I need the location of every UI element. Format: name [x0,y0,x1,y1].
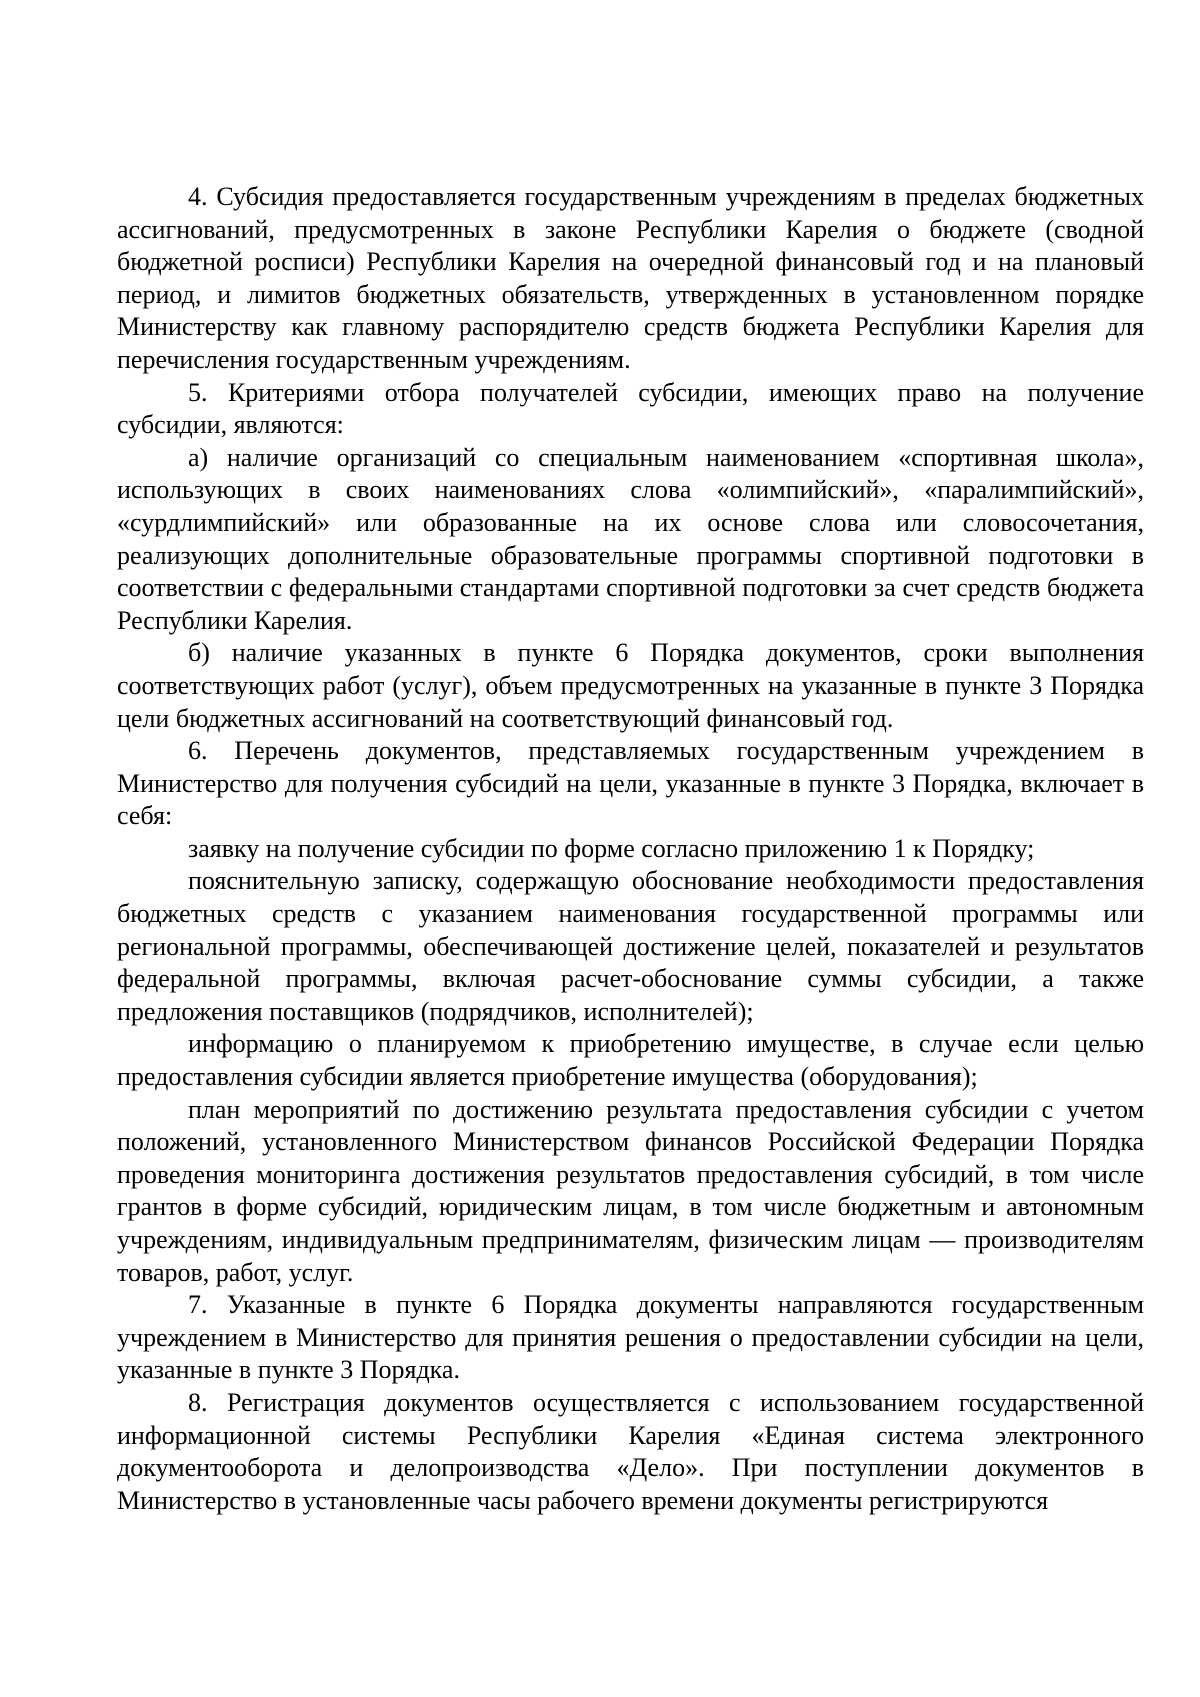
paragraph-5a: а) наличие организаций со специальным наименованием «спортивная школа», использующих в своих наименованиях слова «олимпийский», «паралимпийский», «сурдлимпийский» или образованные на их основе слова или словосочетания, реализующих дополнительные образовательные программы спортивной подготовки в соответствии с федеральными стандартами спортивной подготовки за счет средств бюджета Республики Карелия. [117,442,1144,635]
paragraph-6-application: заявку на получение субсидии по форме согласно приложению 1 к Порядку; [188,833,1035,863]
paragraph-6: 6. Перечень документов, представляемых государственным учреждением в Министерство для получения субсидий на цели, указанные в пункте 3 Порядка, включает в себя: [117,736,1144,831]
paragraph-8: 8. Регистрация документов осуществляется с использованием государственной информационной системы Республики Карелия «Единая система электронного документооборота и делопроизводства «Дело». При поступлении документов в Министерство в установленные часы рабочего времени документы регистрируются [117,1387,1144,1515]
paragraph-4: 4. Субсидия предоставляется государственным учреждениям в пределах бюджетных ассигнований, предусмотренных в законе Республики Карелия о бюджете (сводной бюджетной росписи) Республики Карелия на очередной финансовый год и на плановый период, и лимитов бюджетных обязательств, утвержденных в установленном порядке Министерству как главному распорядителю средств бюджета Республики Карелия для перечисления государственным учреждениям. [117,182,1144,374]
paragraph-5: 5. Критериями отбора получателей субсидии, имеющих право на получение субсидии, являются: [117,377,1144,440]
paragraph-5b: б) наличие указанных в пункте 6 Порядка документов, сроки выполнения соответствующих работ (услуг), объем предусмотренных на указанные в пункте 3 Порядка цели бюджетных ассигнований на соответствующий финансовый год. [117,638,1144,733]
paragraph-7: 7. Указанные в пункте 6 Порядка документы направляются государственным учреждением в Министерство для принятия решения о предоставлении субсидии на цели, указанные в пункте 3 Порядка. [117,1290,1144,1385]
paragraph-6-action-plan: план мероприятий по достижению результата предоставления субсидии с учетом положений, установленного Министерством финансов Российской Федерации Порядка проведения мониторинга достижения результатов предоставления субсидий, в том числе грантов в форме субсидий, юридическим лицам, в том числе бюджетным и автономным учреждениям, индивидуальным предпринимателям, физическим лицам — производителям товаров, работ, услуг. [117,1094,1144,1287]
paragraph-6-explanatory-note: пояснительную записку, содержащую обоснование необходимости предоставления бюджетных средств с указанием наименования государственной программы или региональной программы, обеспечивающей достижение целей, показателей и результатов федеральной программы, включая расчет-обоснование суммы субсидии, а также предложения поставщиков (подрядчиков, исполнителей); [117,866,1144,1026]
document-page [117,181,1144,1517]
paragraph-6-property-info: информацию о планируемом к приобретению имуществе, в случае если целью предоставления субсидии является приобретение имущества (оборудования); [117,1029,1144,1092]
